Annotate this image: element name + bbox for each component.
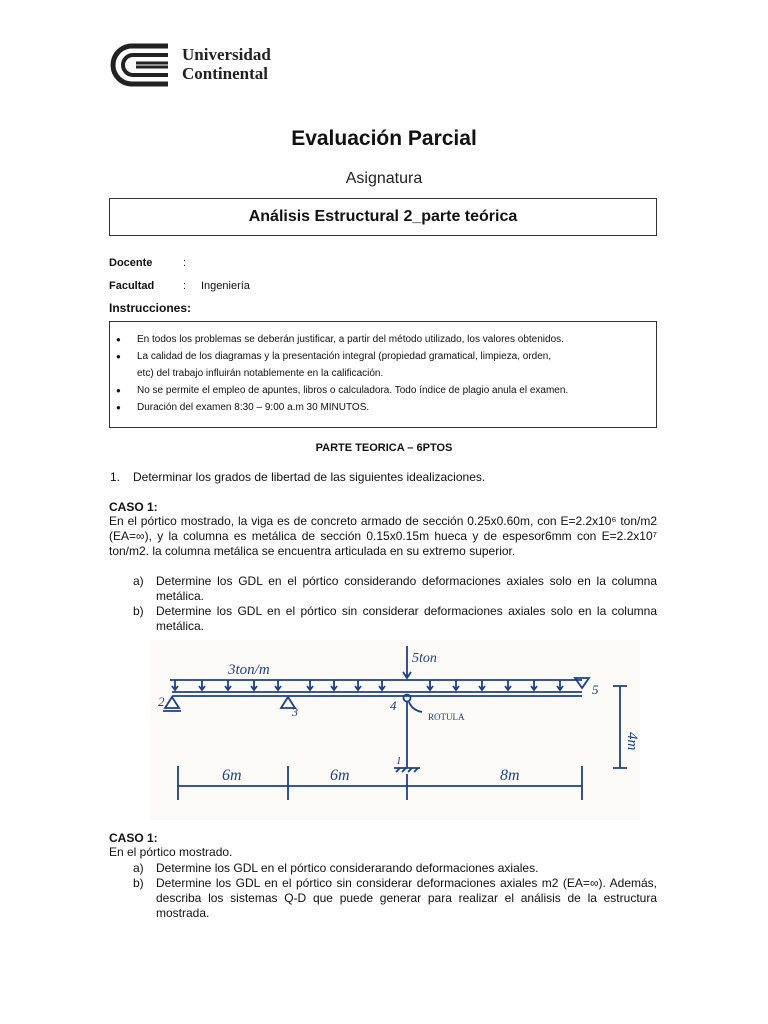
node-3-label: 3 [292, 705, 298, 719]
bullet-icon: ● [116, 352, 121, 361]
facultad-value: Ingeniería [201, 280, 250, 292]
case1-paragraph: En el pórtico mostrado, la viga es de concreto armado de sección 0.25x0.60m, con E=2.2x10⁶ ton/m2 (EA=∞), y la columna es metálica de sección 0.15x0.15m hueca y de espesor6mm con E=2.2x10⁷ ton/m2. la columna metálica se encuentra articulada en su extremo superior. [109, 514, 657, 558]
node-4-label: 4 [390, 698, 397, 713]
load-dist-label: 3ton/m [228, 662, 270, 678]
case2-paragraph: En el pórtico mostrado. [109, 845, 233, 859]
case2-item-a-marker: a) [133, 861, 144, 875]
university-name-line1: Universidad [182, 45, 271, 64]
case2-item-b-marker: b) [133, 876, 144, 890]
dim-1-label: 6m [222, 767, 242, 784]
support-2 [165, 697, 179, 708]
dim-h-label: 4m [624, 732, 640, 751]
instruction-item: La calidad de los diagramas y la presentación integral (propiedad gramatical, limpieza, orden, [137, 351, 552, 362]
case2-item-a: Determine los GDL en el pórtico considerarando deformaciones axiales. [156, 861, 539, 875]
bullet-icon: ● [116, 403, 121, 412]
university-logo [108, 42, 172, 88]
facultad-label: Facultad [109, 280, 155, 292]
page-subtitle: Asignatura [345, 170, 423, 187]
course-title-box [109, 198, 657, 236]
course-title: Análisis Estructural 2_parte teórica [248, 208, 518, 225]
node-1-label: 1 [396, 755, 402, 767]
load-point-label: 5ton [412, 651, 437, 666]
facultad-colon: : [183, 280, 187, 292]
dim-2-label: 6m [330, 767, 350, 784]
instruction-item-continued: etc) del trabajo influirán notablemente en la calificación. [137, 368, 384, 379]
distributed-load-arrows [172, 680, 563, 690]
bullet-icon: ● [116, 335, 121, 344]
instrucciones-label: Instrucciones: [109, 301, 192, 315]
section-title: PARTE TEORICA – 6PTOS [315, 442, 453, 454]
structure-drawing [150, 640, 640, 820]
bullet-icon: ● [116, 386, 121, 395]
case1-item-b: Determine los GDL en el pórtico sin considerar deformaciones axiales solo en la columna metálica. [156, 604, 657, 633]
point-load-arrow [403, 646, 411, 678]
instruction-item: En todos los problemas se deberán justificar, a partir del método utilizado, los valores obtenidos. [137, 334, 564, 345]
question-number: 1. [110, 470, 121, 484]
case2-heading: CASO 1: [109, 831, 158, 845]
case2-item-b: Determine los GDL en el pórtico sin considerar deformaciones axiales m2 (EA=∞). Además, describa los sistemas Q-D que puede generar para realizar el análisis de la estructura mostrada. [156, 876, 657, 920]
university-logo-icon [108, 42, 172, 88]
instruction-item: No se permite el empleo de apuntes, libros o calculadora. Todo índice de plagio anula el examen. [137, 385, 569, 396]
rotula-pointer [409, 702, 422, 712]
page-title: Evaluación Parcial [291, 127, 477, 150]
dim-3-label: 8m [500, 767, 520, 784]
university-name-line2: Continental [182, 64, 268, 83]
case1-item-a-marker: a) [133, 574, 144, 588]
question-text: Determinar los grados de libertad de las siguientes idealizaciones. [133, 470, 486, 484]
case1-item-a: Determine los GDL en el pórtico considerando deformaciones axiales solo en la columna metálica. [156, 574, 657, 603]
node-5-label: 5 [592, 682, 599, 697]
instruction-item: Duración del examen 8:30 – 9:00 a.m 30 MINUTOS. [137, 402, 370, 413]
rotula-label: ROTULA [428, 712, 465, 722]
node-2-label: 2 [158, 694, 165, 709]
instructions-box [109, 321, 657, 428]
case1-item-b-marker: b) [133, 604, 144, 618]
docente-label: Docente [109, 257, 153, 269]
structure-figure [150, 640, 640, 820]
docente-colon: : [183, 257, 187, 269]
case1-heading: CASO 1: [109, 500, 158, 514]
